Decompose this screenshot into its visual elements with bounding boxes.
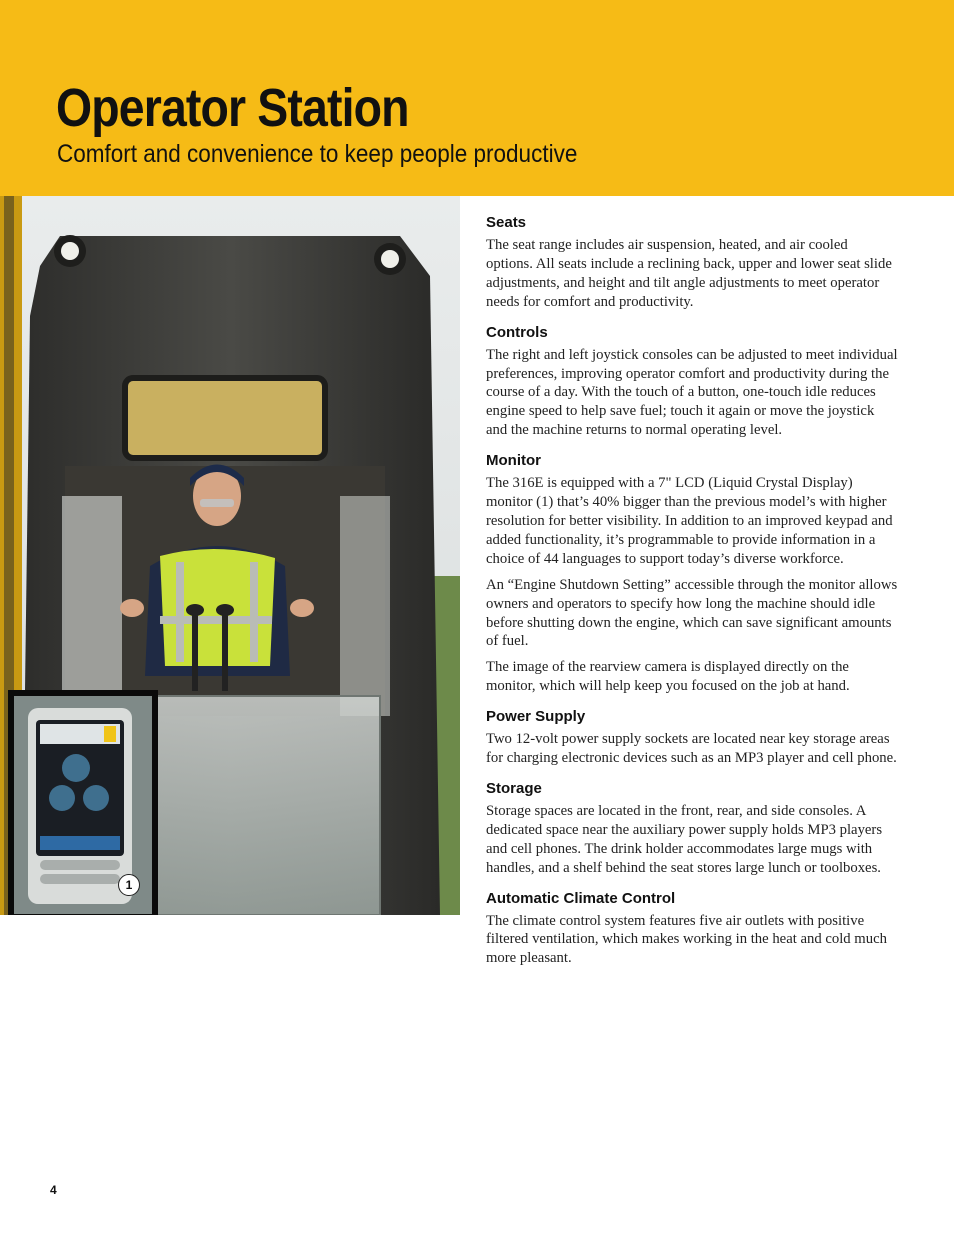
section-paragraph: An “Engine Shutdown Setting” accessible through the monitor allows owners and operators to specify how long the machine should idle before shutting down the engine, which can save significant amounts of fuel. [486,576,898,650]
section-paragraph: The 316E is equipped with a 7" LCD (Liquid Crystal Display) monitor (1) that’s 40% bigger than the previous model’s with higher resolution for better visibility. In addition to an improved keypad and added functionality, it’s programmable to provide information in a choice of 44 languages to support today’s diverse workforce. [486,475,893,567]
section-paragraph: The image of the rearview camera is displayed directly on the monitor, which will help keep you focused on the job at hand. [486,659,850,695]
page-number: 4 [50,1183,57,1197]
section-climate-control [486,888,898,969]
section-heading: Monitor [486,452,541,470]
header-banner [0,0,954,196]
page-title: Operator Station [56,78,409,138]
section-paragraph: Two 12-volt power supply sockets are located near key storage areas for charging electronic devices such as an MP3 player and cell phone. [486,731,897,767]
section-storage [486,778,898,878]
monitor-callout-badge: 1 [118,874,140,896]
operator-cab-photo [0,196,460,915]
section-paragraph: The seat range includes air suspension, heated, and air cooled options. All seats include a reclining back, upper and lower seat slide adjustments, and height and tilt angle adjustments to meet operator needs for comfort and productivity. [486,237,892,310]
page-subtitle: Comfort and convenience to keep people productive [57,140,578,168]
section-seats [486,212,898,312]
feature-content [486,212,898,978]
section-paragraph: The climate control system features five air outlets with positive filtered ventilation, which makes working in the heat and cold much more pleasant. [486,912,887,967]
section-heading: Seats [486,214,527,231]
section-heading: Controls [486,323,548,341]
section-controls [486,322,898,441]
section-paragraph: Storage spaces are located in the front, rear, and side consoles. A dedicated space near the auxiliary power supply holds MP3 players and cell phones. The drink holder accommodates large mugs with handles, and a shelf behind the seat stores large lunch or toolboxes. [486,802,883,876]
section-power-supply [486,706,898,768]
section-heading: Power Supply [486,708,586,726]
section-monitor [486,450,898,696]
section-heading: Automatic Climate Control [486,889,676,907]
section-heading: Storage [486,779,542,797]
section-paragraph: The right and left joystick consoles can be adjusted to meet individual preferences, improving operator comfort and productivity during the course of a day. With the touch of a button, one-touch idle reduces engine speed to help save fuel; touch it again or move the joystick and the machine returns to normal operating level. [486,346,898,439]
